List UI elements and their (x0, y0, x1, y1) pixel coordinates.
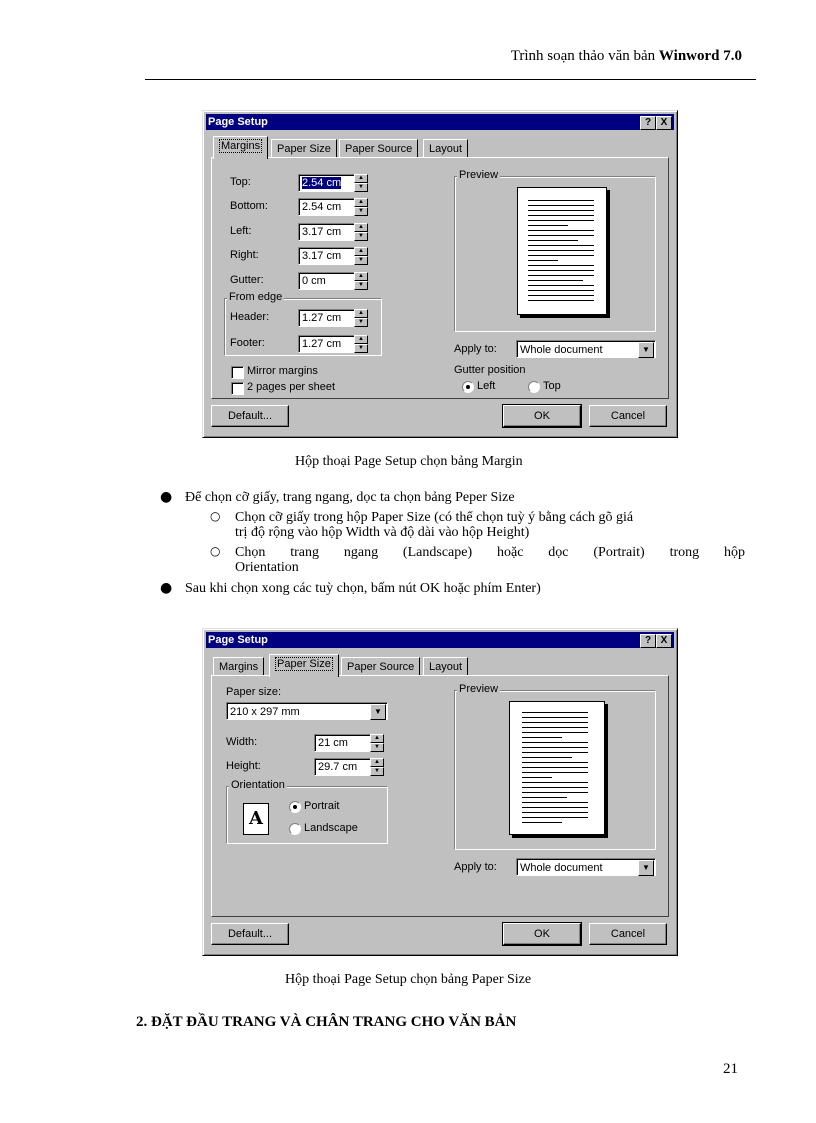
tab-paper-size[interactable] (269, 654, 339, 677)
close-button[interactable]: X (656, 116, 672, 130)
bottom-label: Bottom: (230, 200, 268, 212)
sub-bullet-line: Chọn cỡ giấy trong hộp Paper Size (có thể chọn tuỳ ý bằng cách gõ giá (235, 510, 634, 525)
default-button[interactable]: Default... (211, 923, 289, 945)
footer-spinner[interactable] (298, 335, 366, 353)
sub-bullet-marker: ○ (210, 544, 221, 558)
spin-up-icon[interactable]: ▲ (354, 247, 368, 256)
gutter-left-label: Left (477, 380, 496, 392)
two-pages-checkbox[interactable] (231, 382, 244, 395)
footer-label: Footer: (230, 337, 265, 349)
left-value[interactable]: 3.17 cm (298, 223, 355, 241)
orientation-group (226, 779, 388, 844)
portrait-radio[interactable] (289, 801, 301, 813)
dropdown-arrow-icon[interactable]: ▼ (638, 342, 654, 358)
preview-label: Preview (459, 169, 499, 181)
gutter-spinner[interactable] (298, 272, 366, 290)
help-button[interactable]: ? (640, 634, 656, 648)
spin-up-icon[interactable]: ▲ (354, 309, 368, 318)
mirror-margins-checkbox[interactable] (231, 366, 244, 379)
spin-down-icon[interactable]: ▼ (354, 207, 368, 216)
top-label: Top: (230, 176, 251, 188)
preview-group (454, 169, 656, 332)
close-button[interactable]: X (656, 634, 672, 648)
tab-layout[interactable]: Layout (423, 657, 468, 676)
left-label: Left: (230, 225, 252, 237)
header-label: Header: (230, 311, 270, 323)
width-label: Width: (226, 736, 258, 748)
sub-bullet-choose-size (235, 510, 745, 540)
tab-paper-size[interactable]: Paper Size (271, 139, 337, 158)
dialog-titlebar (206, 632, 674, 648)
tab-paper-source[interactable]: Paper Source (341, 657, 420, 676)
from-edge-group (224, 291, 382, 356)
gutter-top-label: Top (543, 380, 561, 392)
bullet-marker: ● (160, 489, 173, 505)
spin-up-icon[interactable]: ▲ (354, 198, 368, 207)
right-spinner[interactable] (298, 247, 366, 265)
header-rule (145, 79, 756, 80)
page-setup-dialog-paper-size (202, 628, 678, 956)
preview-label: Preview (459, 683, 499, 695)
sub-bullet-orientation (235, 545, 745, 575)
caption-margins: Hộp thoại Page Setup chọn bảng Margin (295, 454, 523, 469)
apply-to-label: Apply to: (454, 861, 497, 873)
spin-up-icon[interactable]: ▲ (354, 335, 368, 344)
apply-to-label: Apply to: (454, 343, 497, 355)
spin-down-icon[interactable]: ▼ (354, 183, 368, 192)
tab-panel (211, 157, 669, 399)
footer-value[interactable]: 1.27 cm (298, 335, 355, 353)
cancel-button[interactable]: Cancel (589, 923, 667, 945)
width-spinner[interactable] (314, 734, 382, 752)
sub-bullet-line: trị độ rộng vào hộp Width và độ dài vào hộp Height) (235, 525, 530, 540)
header-spinner[interactable] (298, 309, 366, 327)
tab-margins[interactable]: Margins (213, 657, 264, 676)
ok-button[interactable]: OK (503, 923, 581, 945)
default-button[interactable]: Default... (211, 405, 289, 427)
bullet-marker: ● (160, 580, 173, 596)
section-heading: 2. ĐẶT ĐẦU TRANG VÀ CHÂN TRANG CHO VĂN BẢN (136, 1014, 517, 1030)
spin-down-icon[interactable]: ▼ (354, 344, 368, 353)
tab-label: Paper Size (277, 658, 331, 670)
dialog-titlebar (206, 114, 674, 130)
ok-button[interactable]: OK (503, 405, 581, 427)
height-label: Height: (226, 760, 261, 772)
sub-bullet-line: Chọn trang ngang (Landscape) hoặc dọc (Portrait) trong hộp (235, 545, 745, 560)
dropdown-arrow-icon[interactable]: ▼ (370, 704, 386, 720)
sub-bullet-line: Orientation (235, 560, 299, 575)
dialog-title: Page Setup (208, 116, 268, 128)
tab-paper-source[interactable]: Paper Source (339, 139, 418, 158)
help-button[interactable]: ? (640, 116, 656, 130)
header-title-text: Trình soạn thảo văn bản (510, 48, 656, 64)
right-value[interactable]: 3.17 cm (298, 247, 355, 265)
spin-down-icon[interactable]: ▼ (354, 318, 368, 327)
tab-layout[interactable]: Layout (423, 139, 468, 158)
header-title-bold: Winword 7.0 (658, 48, 742, 64)
sub-bullet-marker: ○ (210, 509, 221, 523)
mirror-margins-label: Mirror margins (247, 365, 318, 377)
spin-up-icon[interactable]: ▲ (370, 758, 384, 767)
from-edge-label: From edge (229, 291, 283, 303)
bullet-paper-size: Để chọn cỡ giấy, trang ngang, dọc ta chọn bảng Peper Size (185, 490, 515, 505)
landscape-radio[interactable] (289, 823, 301, 835)
spin-up-icon[interactable]: ▲ (354, 272, 368, 281)
page-number: 21 (723, 1061, 738, 1077)
paper-size-select[interactable] (226, 702, 388, 720)
spin-down-icon[interactable]: ▼ (354, 256, 368, 265)
orientation-label: Orientation (231, 779, 285, 791)
height-value[interactable]: 29.7 cm (314, 758, 371, 776)
two-pages-label: 2 pages per sheet (247, 381, 336, 393)
spin-down-icon[interactable]: ▼ (370, 767, 384, 776)
apply-to-select[interactable] (516, 340, 656, 358)
width-value[interactable]: 21 cm (314, 734, 371, 752)
top-spinner[interactable] (298, 174, 366, 192)
preview-page (517, 187, 607, 315)
gutter-position-label: Gutter position (454, 364, 526, 376)
paper-size-value: 210 x 297 mm (230, 706, 300, 718)
left-spinner[interactable] (298, 223, 366, 241)
cancel-button[interactable]: Cancel (589, 405, 667, 427)
landscape-label: Landscape (304, 822, 358, 834)
bottom-spinner[interactable] (298, 198, 366, 216)
spin-down-icon[interactable]: ▼ (354, 232, 368, 241)
preview-page (509, 701, 605, 835)
running-header (511, 48, 742, 65)
tab-label: Margins (221, 140, 261, 152)
top-value[interactable]: 2.54 cm (302, 177, 342, 189)
gutter-value[interactable]: 0 cm (298, 272, 355, 290)
portrait-label: Portrait (304, 800, 340, 812)
tab-panel (211, 675, 669, 917)
preview-group (454, 683, 656, 850)
paper-size-label: Paper size: (226, 686, 282, 698)
spin-down-icon[interactable]: ▼ (354, 281, 368, 290)
spin-up-icon[interactable]: ▲ (370, 734, 384, 743)
caption-paper-size: Hộp thoại Page Setup chọn bảng Paper Size (285, 972, 532, 987)
dropdown-arrow-icon[interactable]: ▼ (638, 860, 654, 876)
gutter-left-radio[interactable] (462, 381, 474, 393)
spin-up-icon[interactable]: ▲ (354, 223, 368, 232)
apply-to-value: Whole document (520, 344, 603, 356)
portrait-page-icon: A (243, 803, 269, 835)
spin-down-icon[interactable]: ▼ (370, 743, 384, 752)
page-setup-dialog-margins (202, 110, 678, 438)
right-label: Right: (230, 249, 259, 261)
bottom-value[interactable]: 2.54 cm (298, 198, 355, 216)
apply-to-value: Whole document (520, 862, 603, 874)
bullet-ok-enter: Sau khi chọn xong các tuỳ chọn, bấm nút OK hoặc phím Enter) (185, 581, 541, 596)
gutter-top-radio[interactable] (528, 381, 540, 393)
apply-to-select[interactable] (516, 858, 656, 876)
tab-margins[interactable] (213, 136, 268, 159)
gutter-label: Gutter: (230, 274, 264, 286)
header-value[interactable]: 1.27 cm (298, 309, 355, 327)
height-spinner[interactable] (314, 758, 382, 776)
spin-up-icon[interactable]: ▲ (354, 174, 368, 183)
dialog-title: Page Setup (208, 634, 268, 646)
